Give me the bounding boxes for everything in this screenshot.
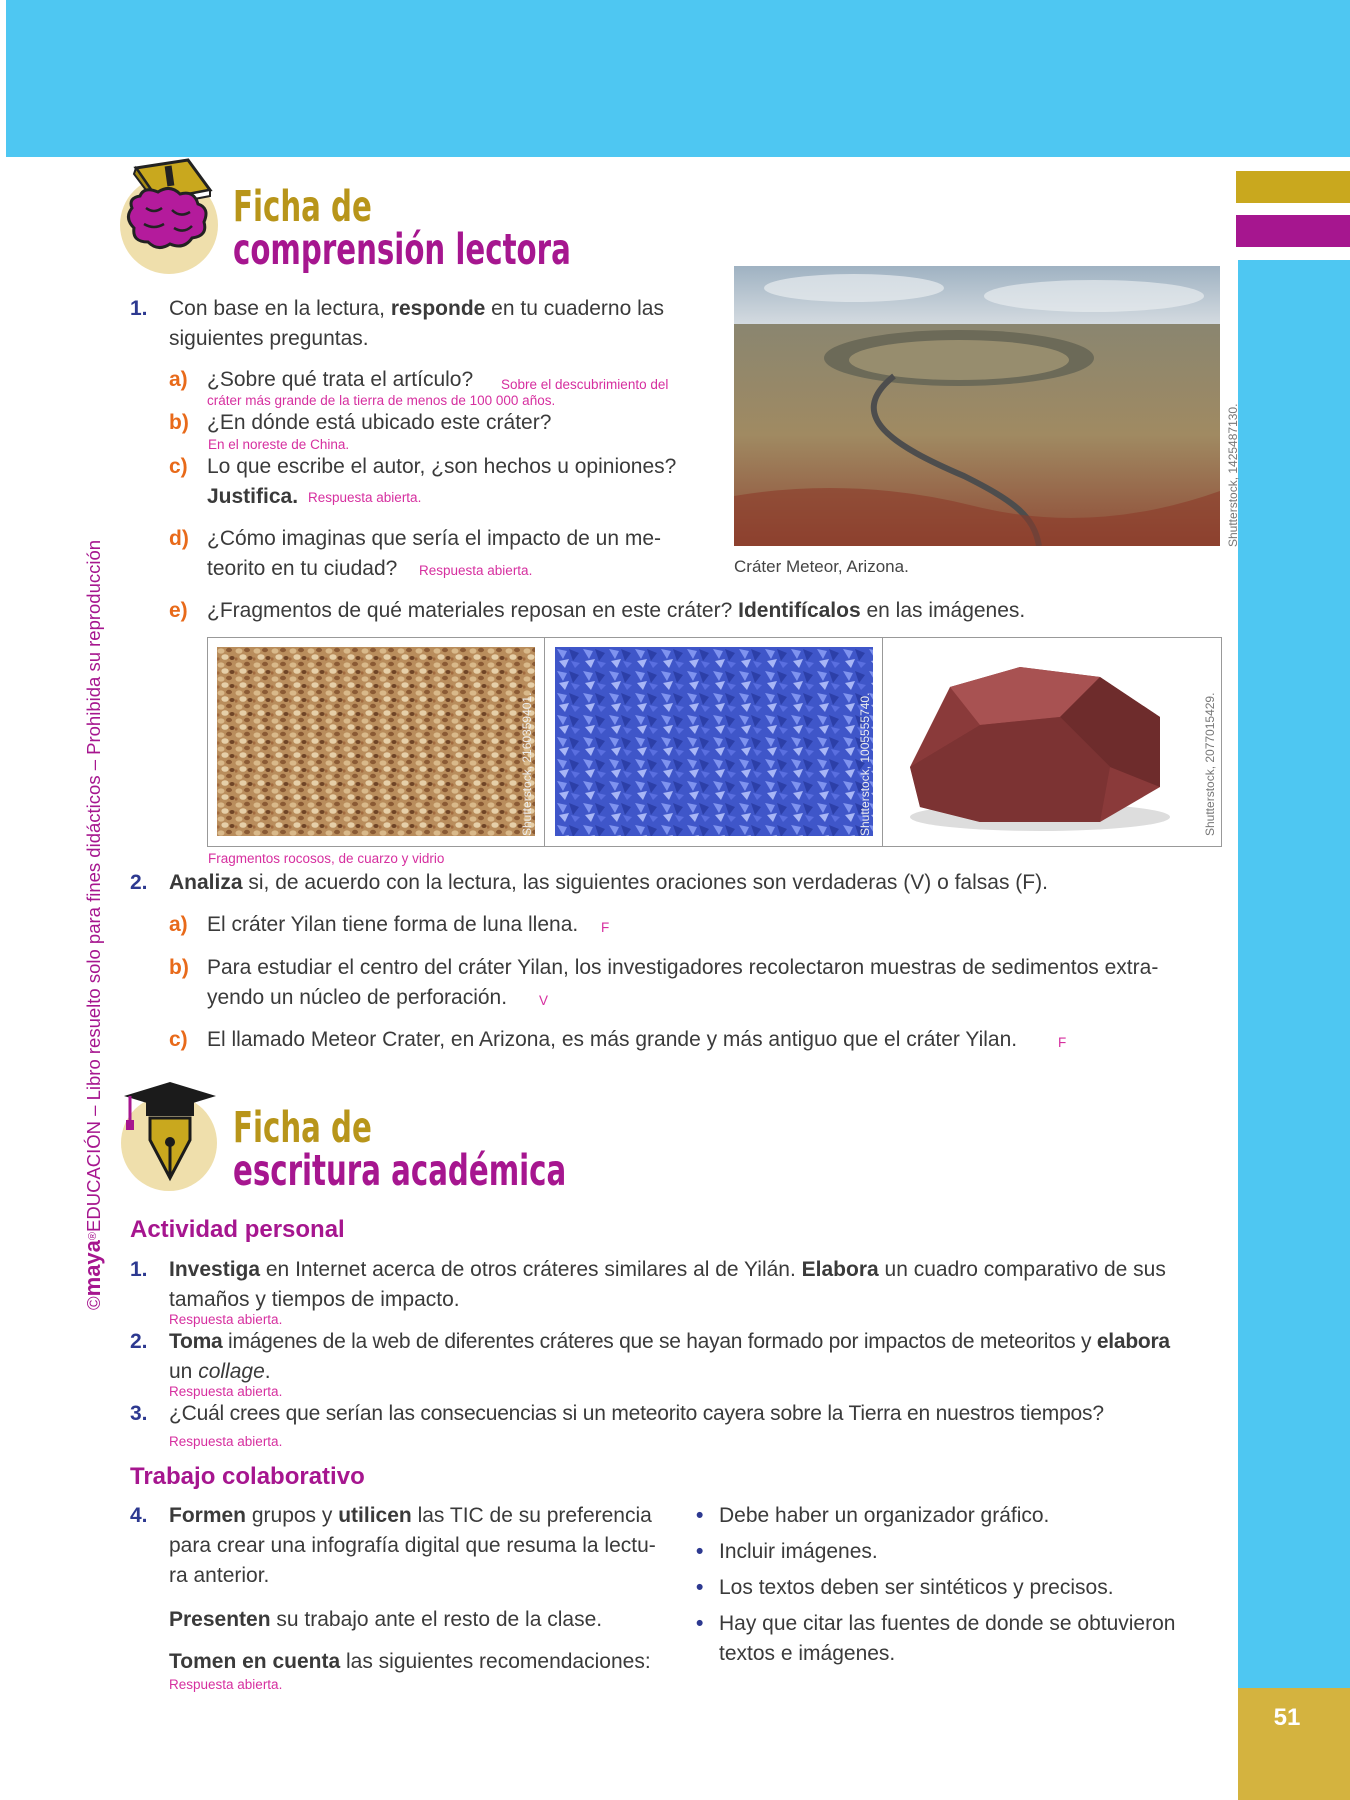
w4-bold1: Formen — [169, 1504, 247, 1527]
w2-line2 — [169, 1357, 271, 1387]
sand-credit: Shutterstock, 2160359401. — [520, 692, 534, 836]
purple-tab — [1236, 215, 1350, 247]
qe-letter: e) — [169, 599, 188, 622]
reading-title-line1: Ficha de — [233, 182, 372, 232]
q2b-letter: b) — [169, 956, 189, 979]
qb-text: ¿En dónde está ubicado este cráter? — [207, 411, 552, 434]
qa-answer-line1: Sobre el descubrimiento del — [501, 377, 669, 392]
w1-number: 1. — [130, 1258, 148, 1281]
q2-bold: Analiza — [169, 871, 243, 894]
w1-bold2: Elabora — [801, 1258, 879, 1281]
bullet-item-3: Los textos deben ser sintéticos y precisos. — [719, 1576, 1114, 1599]
writing-title-line1: Ficha de — [233, 1103, 372, 1153]
qb-answer: En el noreste de China. — [208, 437, 350, 452]
writing-title-line2: escritura académica — [233, 1146, 567, 1196]
qe-text — [207, 596, 1025, 626]
w1-text — [169, 1255, 1166, 1285]
bullet-dot-4: • — [696, 1612, 704, 1635]
qa-answer-line2: cráter más grande de la tierra de menos de 100 000 años. — [207, 393, 556, 408]
w4-tomen-bold: Tomen en cuenta — [169, 1650, 341, 1673]
w2-number: 2. — [130, 1330, 148, 1353]
sand-image — [217, 647, 535, 836]
w1-bold1: Investiga — [169, 1258, 261, 1281]
qb-letter: b) — [169, 411, 189, 434]
q2c-answer: F — [1058, 1035, 1067, 1050]
q1-bold: responde — [390, 297, 486, 320]
qc-letter: c) — [169, 455, 188, 478]
w1-line2: tamaños y tiempos de impacto. — [169, 1288, 460, 1311]
vertical-copyright-text — [78, 470, 108, 1310]
crater-photo — [734, 266, 1220, 546]
qe-text-b: en las imágenes. — [860, 599, 1026, 622]
qa-letter: a) — [169, 368, 188, 391]
crater-photo-credit: Shutterstock, 1425487130. — [1226, 403, 1240, 547]
bullet-dot-3: • — [696, 1576, 704, 1599]
q1-text-a: Con base en la lectura, — [169, 297, 391, 320]
w3-answer: Respuesta abierta. — [169, 1434, 283, 1449]
qc-bold: Justifica. — [207, 485, 299, 508]
bullet-item-4: Hay que citar las fuentes de donde se obtuvieron — [719, 1612, 1176, 1635]
qa-text: ¿Sobre qué trata el artículo? — [207, 368, 474, 391]
copyright-symbol: © — [83, 1296, 104, 1310]
w4-presenten-bold: Presenten — [169, 1608, 271, 1631]
bullet-item-4-line2: textos e imágenes. — [719, 1642, 896, 1665]
glass-image — [555, 647, 873, 836]
q2b-line1: Para estudiar el centro del cráter Yilan, los investigadores recolectaron muestras de sedimentos extra- — [207, 956, 1159, 979]
materials-divider-2 — [882, 637, 883, 847]
w2-text-a: imágenes de la web de diferentes cráteres que se hayan formado por impactos de meteoritos y — [222, 1330, 1097, 1353]
materials-divider-1 — [544, 637, 545, 847]
crater-photo-caption: Cráter Meteor, Arizona. — [734, 557, 909, 576]
rock-image — [890, 647, 1208, 836]
w2-bold1: Toma — [169, 1330, 223, 1353]
top-banner-edge — [0, 0, 6, 157]
bullet-item-2: Incluir imágenes. — [719, 1540, 878, 1563]
glass-credit: Shutterstock, 1005555740. — [858, 692, 872, 836]
qd-answer: Respuesta abierta. — [419, 563, 533, 578]
q1-line2: siguientes preguntas. — [169, 327, 369, 350]
q1-text-b: en tu cuaderno las — [485, 297, 664, 320]
q2-number: 2. — [130, 871, 148, 894]
w2-line2-b: . — [264, 1360, 271, 1383]
brain-book-icon — [122, 158, 218, 258]
q2-text — [169, 868, 1048, 898]
qd-letter: d) — [169, 527, 189, 550]
w4-number: 4. — [130, 1504, 148, 1527]
w4-bold2: utilicen — [338, 1504, 412, 1527]
w4-text — [169, 1501, 689, 1591]
qc-answer: Respuesta abierta. — [308, 490, 422, 505]
q2c-letter: c) — [169, 1028, 188, 1051]
w1-answer: Respuesta abierta. — [169, 1312, 283, 1327]
side-band — [1238, 260, 1350, 1688]
w4-tomen — [169, 1647, 651, 1677]
q2c-text: El llamado Meteor Crater, en Arizona, es más grande y más antiguo que el cráter Yilan. — [207, 1028, 1018, 1051]
w2-answer: Respuesta abierta. — [169, 1384, 283, 1399]
gold-tab — [1236, 171, 1350, 203]
w3-text: ¿Cuál crees que serían las consecuencias si un meteorito cayera sobre la Tierra en nuestros tiempos? — [169, 1402, 1104, 1425]
q2a-answer: F — [601, 920, 610, 935]
brand-name: maya — [80, 1240, 105, 1297]
rock-credit: Shutterstock, 2077015429. — [1203, 692, 1217, 836]
page-number: 51 — [1273, 1704, 1301, 1731]
bullet-dot-1: • — [696, 1504, 704, 1527]
w4-presenten — [169, 1605, 602, 1635]
q1-number: 1. — [130, 297, 148, 320]
w3-number: 3. — [130, 1402, 148, 1425]
w1-text-a: en Internet acerca de otros cráteres similares al de Yilán. — [260, 1258, 802, 1281]
w2-line2-italic: collage — [198, 1360, 265, 1383]
actividad-personal-heading: Actividad personal — [130, 1216, 345, 1243]
qd-line1: ¿Cómo imaginas que sería el impacto de un me- — [207, 527, 662, 550]
w4-text-a: grupos y — [246, 1504, 339, 1527]
qe-bold: Identifícalos — [738, 599, 861, 622]
q2b-line2: yendo un núcleo de perforación. — [207, 986, 508, 1009]
q2b-answer: V — [539, 993, 549, 1008]
top-banner — [0, 0, 1350, 157]
w4-presenten-text: su trabajo ante el resto de la clase. — [270, 1608, 603, 1631]
qd-line2: teorito en tu ciudad? — [207, 557, 398, 580]
w4-text-b: las TIC de su preferencia — [411, 1504, 652, 1527]
q1-text — [169, 294, 709, 354]
registered-symbol: ® — [87, 1231, 99, 1241]
trabajo-colaborativo-heading: Trabajo colaborativo — [130, 1463, 365, 1490]
w2-bold2: elabora — [1096, 1330, 1170, 1353]
w2-text — [169, 1327, 1170, 1357]
w2-line2-a: un — [169, 1360, 199, 1383]
reading-title-line2: comprensión lectora — [233, 225, 571, 275]
q2a-text: El cráter Yilan tiene forma de luna llena. — [207, 913, 579, 936]
qe-answer: Fragmentos rocosos, de cuarzo y vidrio — [208, 851, 445, 866]
w4-answer: Respuesta abierta. — [169, 1677, 283, 1692]
qe-text-a: ¿Fragmentos de qué materiales reposan en este cráter? — [207, 599, 739, 622]
copyright-rest: EDUCACIÓN – Libro resuelto solo para fines didácticos – Prohibida su reproducción — [83, 539, 104, 1232]
w4-tomen-text: las siguientes recomendaciones: — [340, 1650, 651, 1673]
qc-line1: Lo que escribe el autor, ¿son hechos u opiniones? — [207, 455, 677, 478]
bullet-item-1: Debe haber un organizador gráfico. — [719, 1504, 1050, 1527]
graduation-pen-icon — [120, 1078, 220, 1188]
q2-rest: si, de acuerdo con la lectura, las siguientes oraciones son verdaderas (V) o falsas (F). — [242, 871, 1048, 894]
w4-line3: ra anterior. — [169, 1564, 270, 1587]
w4-line2: para crear una infografía digital que resuma la lectu- — [169, 1534, 656, 1557]
q2a-letter: a) — [169, 913, 188, 936]
w1-text-b: un cuadro comparativo de sus — [878, 1258, 1166, 1281]
bullet-dot-2: • — [696, 1540, 704, 1563]
